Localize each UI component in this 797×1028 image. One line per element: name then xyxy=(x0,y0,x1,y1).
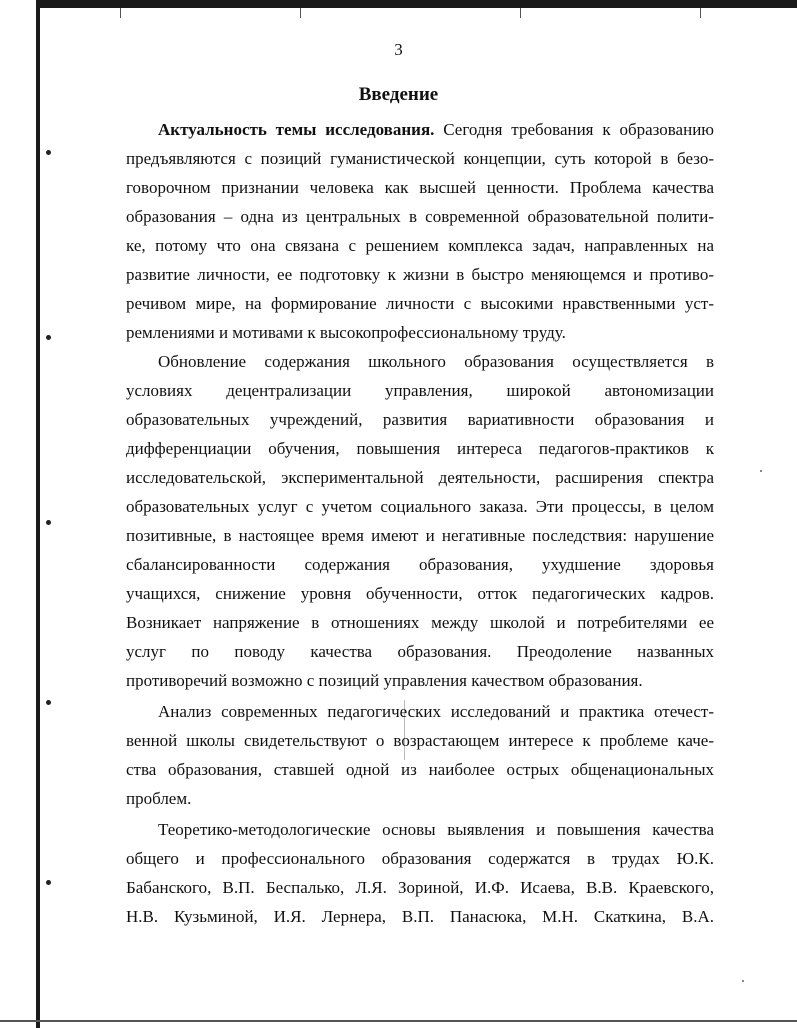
text-line: Обновление содержания школьного образования осуществляется в xyxy=(158,352,714,371)
scan-border-bottom xyxy=(0,1020,797,1022)
text-line: учащихся, снижение уровня обученности, отток педагогических кадров. xyxy=(126,584,714,603)
scan-tick xyxy=(700,8,701,18)
scan-speck xyxy=(742,980,744,982)
text-line: Возникает напряжение в отношениях между школой и потребителями ее xyxy=(126,613,714,632)
text-line: Теоретико-методологические основы выявления и повышения качества xyxy=(158,820,714,839)
page-number: 3 xyxy=(394,40,403,59)
text-line: образования – одна из центральных в современной образовательной полити- xyxy=(126,207,714,226)
binder-hole-mark xyxy=(46,335,51,340)
text-line: развитие личности, ее подготовку к жизни в быстро меняющемся и противо- xyxy=(126,265,714,284)
text-line: противоречий возможно с позиций управления качеством образования. xyxy=(126,671,643,690)
binder-hole-mark xyxy=(46,150,51,155)
text-line: Н.В. Кузьминой, И.Я. Лернера, В.П. Панасюка, М.Н. Скаткина, В.А. xyxy=(126,907,714,926)
bold-lead: Актуальность темы исследования. xyxy=(158,120,435,139)
text-line: Бабанского, В.П. Беспалько, Л.Я. Зориной, И.Ф. Исаева, В.В. Краевского, xyxy=(126,878,714,897)
text-line: условиях децентрализации управления, широкой автономизации xyxy=(126,381,714,400)
text-line: ремлениями и мотивами к высокопрофессиональному труду. xyxy=(126,323,566,342)
text-line: сбалансированности содержания образования, ухудшение здоровья xyxy=(126,555,714,574)
scan-speck xyxy=(760,470,762,472)
scan-tick xyxy=(120,8,121,18)
binder-hole-mark xyxy=(46,520,51,525)
text-line: образовательных услуг с учетом социального заказа. Эти процессы, в целом xyxy=(126,497,714,516)
section-heading: Введение xyxy=(358,84,439,105)
text-line: общего и профессионального образования содержатся в трудах Ю.К. xyxy=(126,849,714,868)
text-line: дифференциации обучения, повышения интереса педагогов-практиков к xyxy=(126,439,714,458)
text-line: речивом мире, на формирование личности с высокими нравственными уст- xyxy=(126,294,714,313)
text-line: говорочном признании человека как высшей ценности. Проблема качества xyxy=(126,178,714,197)
text-line: образовательных учреждений, развития вариативности образования и xyxy=(126,410,714,429)
text-line: ке, потому что она связана с решением комплекса задач, направленных на xyxy=(126,236,714,255)
text-line: Анализ современных педагогических исследований и практика отечест- xyxy=(158,702,714,721)
text-line: услуг по поводу качества образования. Преодоление названных xyxy=(126,642,714,661)
text-line: позитивные, в настоящее время имеют и негативные последствия: нарушение xyxy=(126,526,714,545)
text-line: венной школы свидетельствуют о возрастающем интересе к проблеме каче- xyxy=(126,731,714,750)
binder-hole-mark xyxy=(46,880,51,885)
scan-tick xyxy=(520,8,521,18)
text-line: проблем. xyxy=(126,789,192,808)
text-line: ства образования, ставшей одной из наиболее острых общенациональных xyxy=(126,760,714,779)
text-line: предъявляются с позиций гуманистической концепции, суть которой в безо- xyxy=(126,149,714,168)
scan-border-top xyxy=(36,0,797,8)
text-line: исследовательской, экспериментальной деятельности, расширения спектра xyxy=(126,468,714,487)
scan-tick xyxy=(300,8,301,18)
scan-border-left xyxy=(36,0,40,1028)
binder-hole-mark xyxy=(46,700,51,705)
text-line: Актуальность темы исследования. Сегодня требования к образованию xyxy=(158,120,714,139)
